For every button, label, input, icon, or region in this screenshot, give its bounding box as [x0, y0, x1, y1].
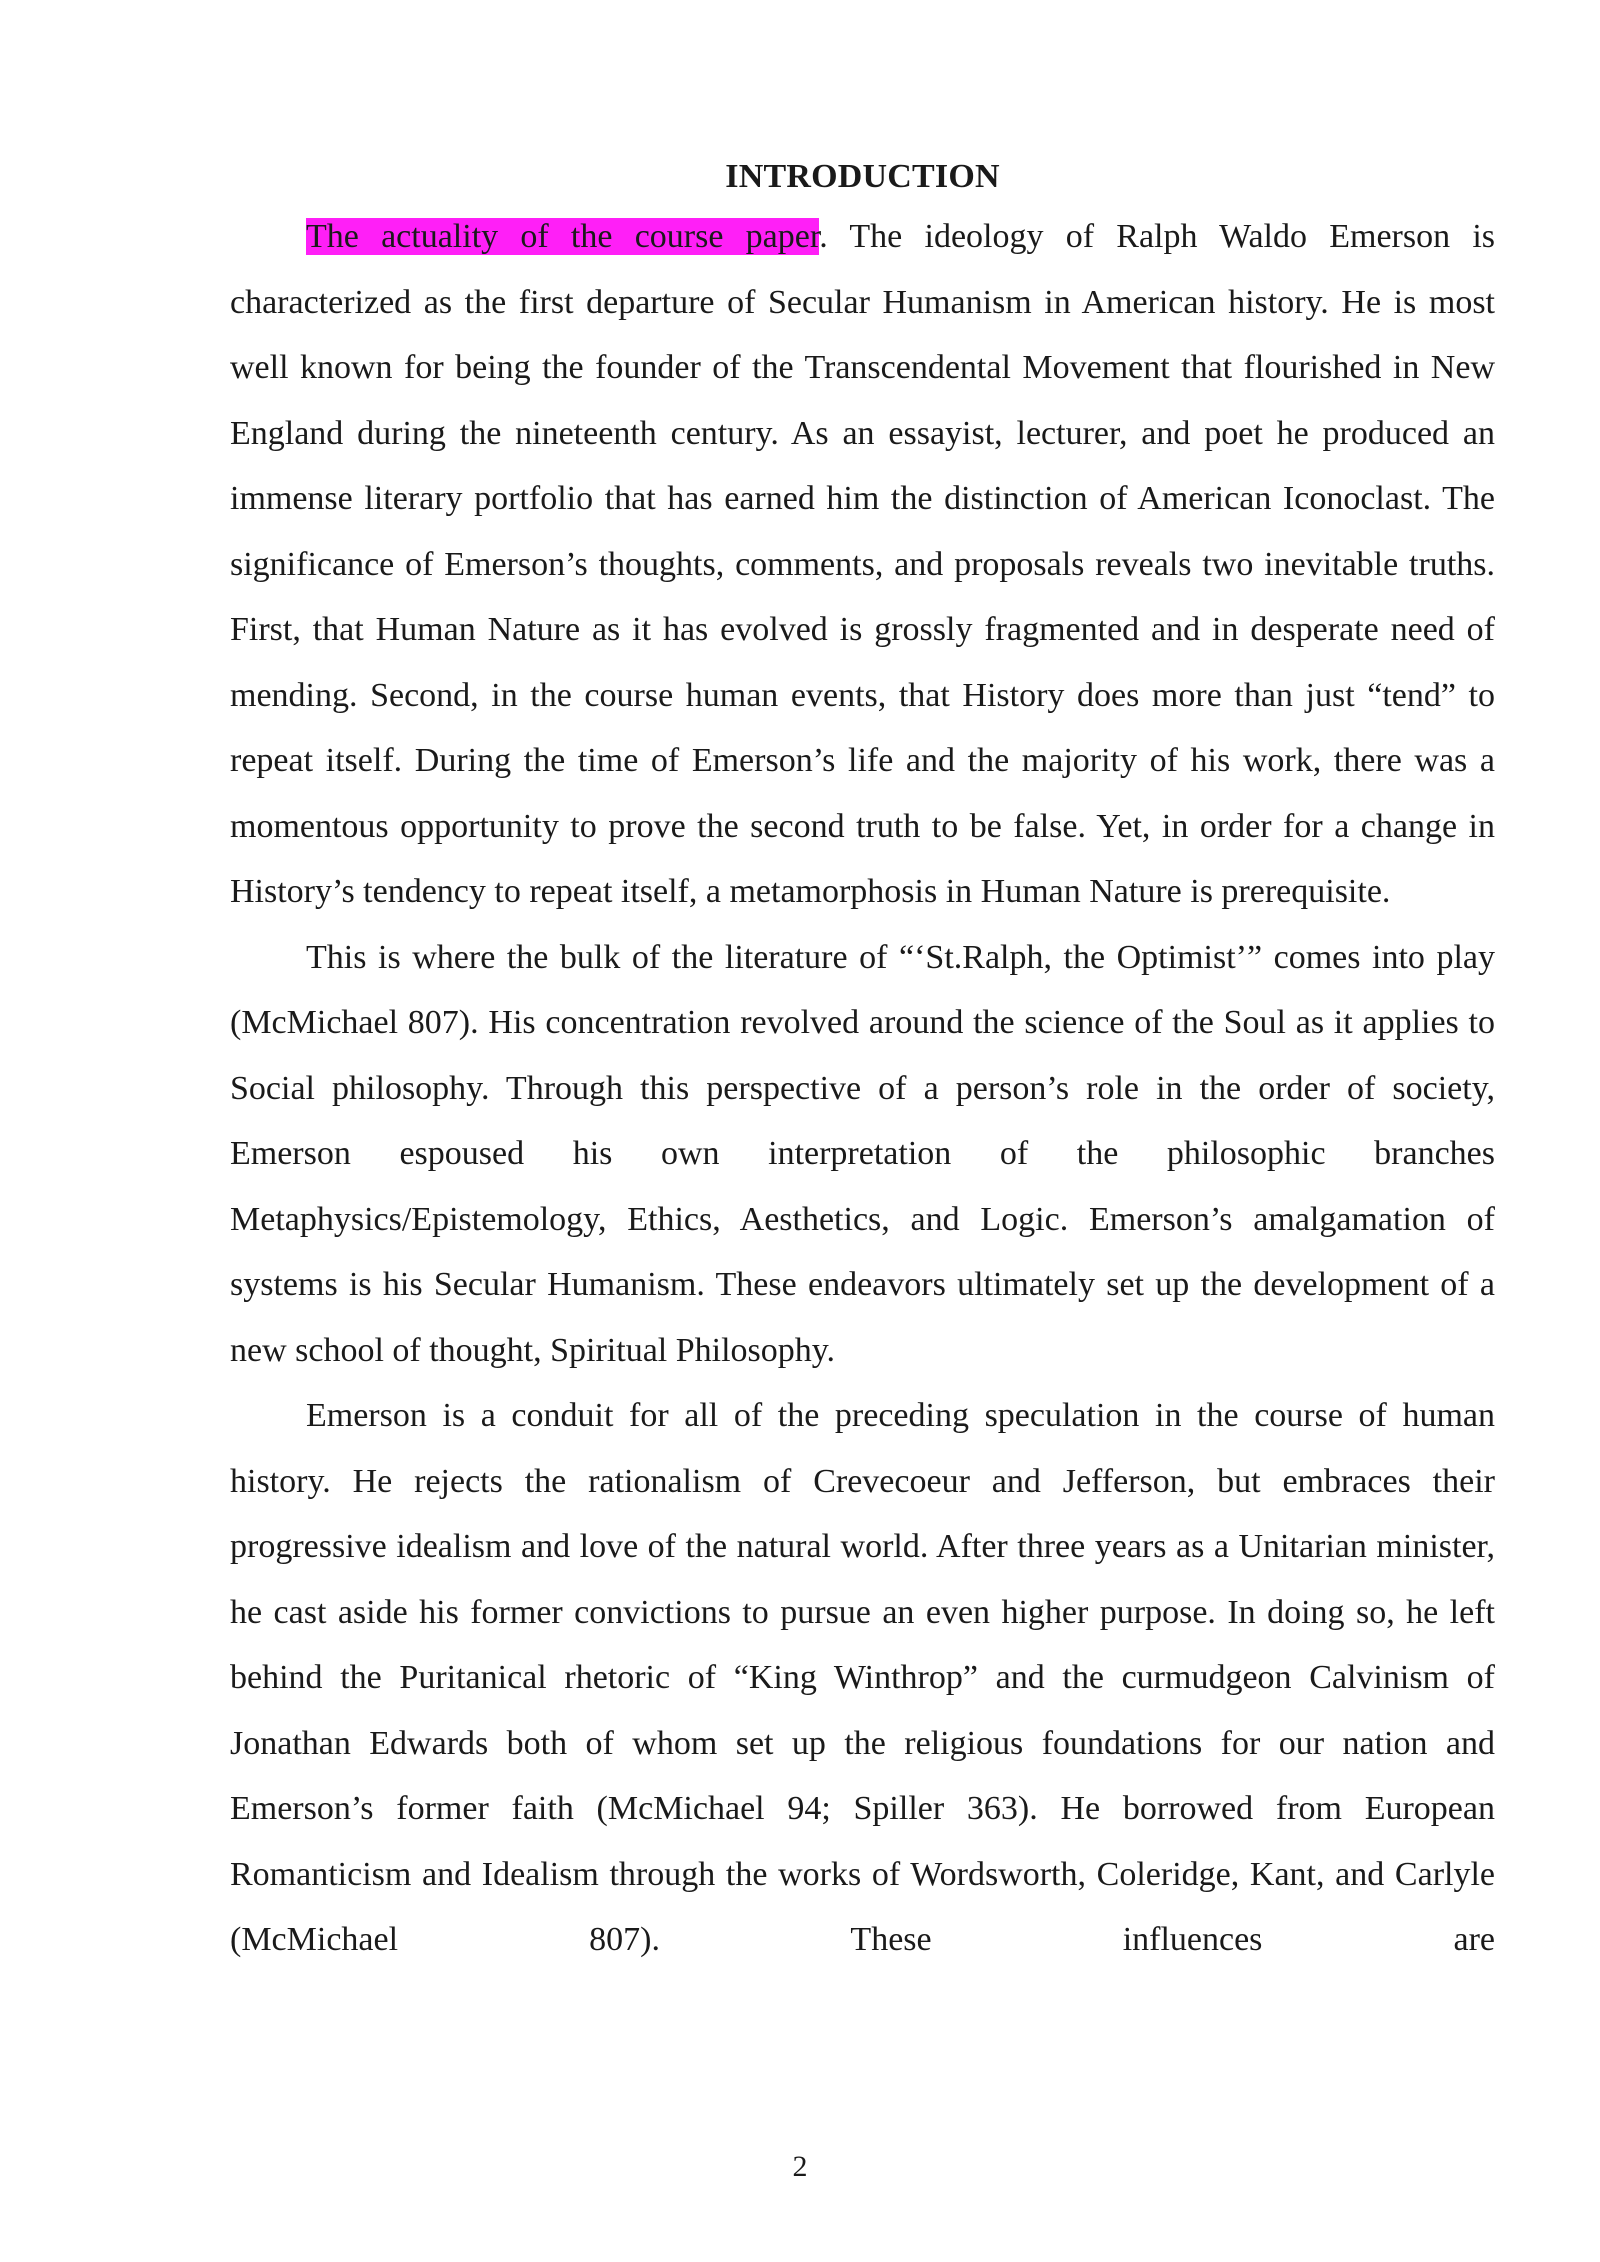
text-body	[230, 150, 1495, 1973]
paragraph-1	[230, 204, 1495, 925]
highlighted-phrase: The actuality of the course paper	[306, 218, 820, 255]
page-number: 2	[792, 2150, 808, 2183]
paragraph-1-text: . The ideology of Ralph Waldo Emerson is characterized as the first departure of Secular Humanism in American history. He is most well known for being the founder of the Transcendental Movement that flourished in New England during the nineteenth century. As an essayist, lecturer, and poet he produced an immense literary portfolio that has earned him the distinction of American Iconoclast. The significance of Emerson’s thoughts, comments, and proposals reveals two inevitable truths. First, that Human Nature as it has evolved is grossly fragmented and in desperate need of mending. Second, in the course human events, that History does more than just “tend” to repeat itself. During the time of Emerson’s life and the majority of his work, there was a momentous opportunity to prove the second truth to be false. Yet, in order for a change in History’s tendency to repeat itself, a metamorphosis in Human Nature is prerequisite.	[230, 218, 1496, 910]
section-heading: INTRODUCTION	[725, 158, 1000, 195]
paragraph-3: Emerson is a conduit for all of the preceding speculation in the course of human history. He rejects the rationalism of Crevecoeur and Jefferson, but embraces their progressive idealism and love of the natural world. After three years as a Unitarian minister, he cast aside his former convictions to pursue an even higher purpose. In doing so, he left behind the Puritanical rhetoric of “King Winthrop” and the curmudgeon Calvinism of Jonathan Edwards both of whom set up the religious foundations for our nation and Emerson’s former faith (McMichael 94; Spiller 363). He borrowed from European Romanticism and Idealism through the works of Wordsworth, Coleridge, Kant, and Carlyle (McMichael 807). These influences are	[230, 1397, 1495, 1958]
paragraph-2: This is where the bulk of the literature of “‘St.Ralph, the Optimist’” comes into play (McMichael 807). His concentration revolved around the science of the Soul as it applies to Social philosophy. Through this perspective of a person’s role in the order of society, Emerson espoused his own interpretation of the philosophic branches Metaphysics/Epistemology, Ethics, Aesthetics, and Logic. Emerson’s amalgamation of systems is his Secular Humanism. These endeavors ultimately set up the development of a new school of thought, Spiritual Philosophy.	[230, 938, 1495, 1369]
